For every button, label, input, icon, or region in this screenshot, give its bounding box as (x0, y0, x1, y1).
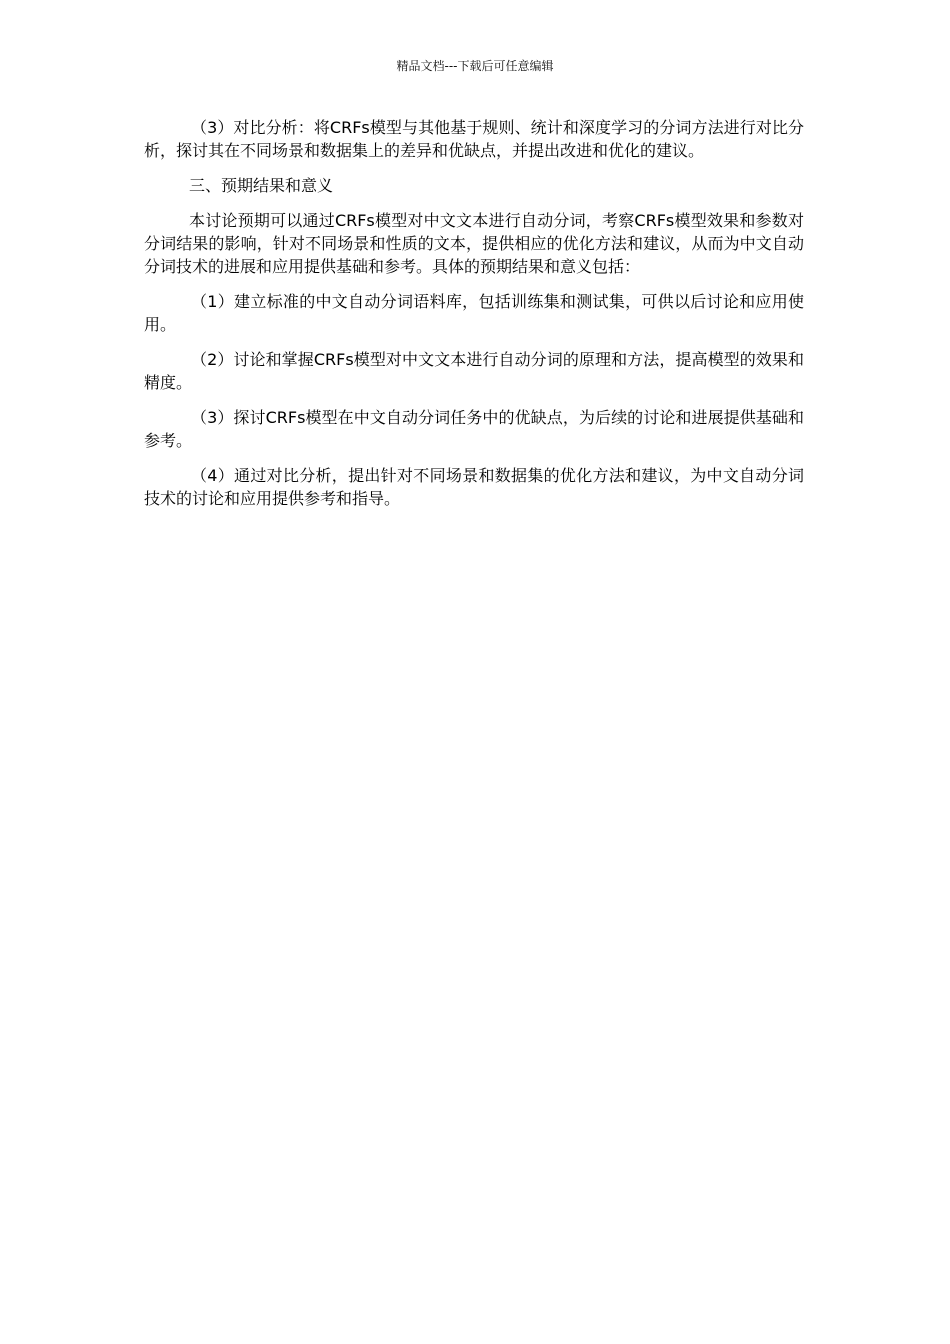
page-header: 精品文档---下载后可任意编辑 (396, 59, 554, 73)
list-item-4: （4）通过对比分析，提出针对不同场景和数据集的优化方法和建议，为中文自动分词技术的讨论和应用提供参考和指导。 (144, 466, 804, 508)
list-item-1: （1）建立标准的中文自动分词语料库，包括训练集和测试集，可供以后讨论和应用使用。 (144, 292, 804, 334)
section-heading-expected-results: 三、预期结果和意义 (189, 176, 334, 195)
document-body (144, 116, 804, 522)
list-item-2: （2）讨论和掌握CRFs模型对中文文本进行自动分词的原理和方法，提高模型的效果和精度。 (144, 350, 804, 392)
paragraph-expected-overview: 本讨论预期可以通过CRFs模型对中文文本进行自动分词，考察CRFs模型效果和参数对分词结果的影响，针对不同场景和性质的文本，提供相应的优化方法和建议，从而为中文自动分词技术的进展和应用提供基础和参考。具体的预期结果和意义包括： (144, 211, 804, 276)
list-item-3: （3）探讨CRFs模型在中文自动分词任务中的优缺点，为后续的讨论和进展提供基础和参考。 (144, 408, 804, 450)
paragraph-comparison-analysis: （3）对比分析：将CRFs模型与其他基于规则、统计和深度学习的分词方法进行对比分析，探讨其在不同场景和数据集上的差异和优缺点，并提出改进和优化的建议。 (144, 118, 804, 160)
